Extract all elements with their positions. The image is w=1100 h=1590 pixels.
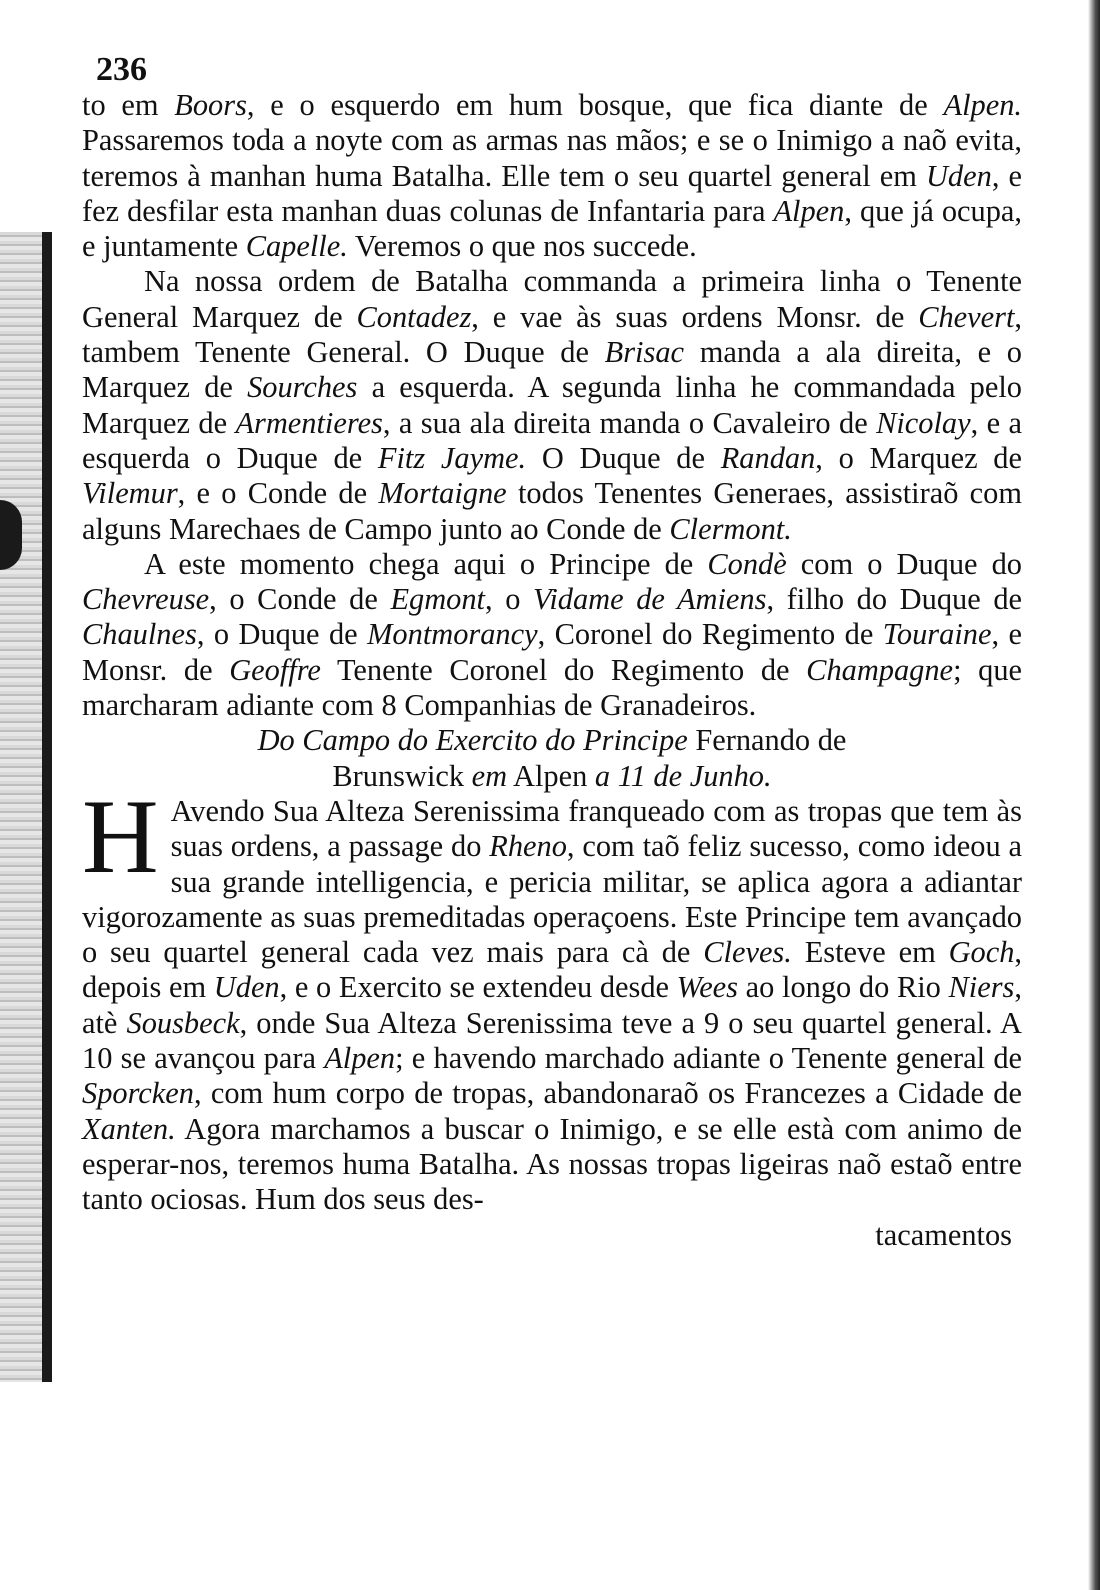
text-run: , filho do Duque de <box>766 582 1023 617</box>
paragraph-1 <box>82 88 1022 264</box>
text-run: , e vae às suas ordens Monsr. de <box>471 299 919 334</box>
drop-cap-letter: H <box>82 777 159 895</box>
paragraph-2 <box>82 264 1022 546</box>
italic-text-run: Sporcken <box>82 1076 194 1111</box>
text-run: a esquerda. A segunda linha he commandada pelo Marquez de <box>82 370 1022 440</box>
italic-text-run: Uden <box>213 970 280 1005</box>
final-paragraph <box>82 777 1023 1218</box>
italic-text-run: Do Campo do Exercito do Principe <box>257 723 688 758</box>
text-run: Na nossa ordem de Batalha commanda a primeira linha o Tenente General Marquez de <box>82 264 1022 334</box>
dateline-line-1 <box>82 723 1022 758</box>
text-run: to em <box>82 88 175 122</box>
text-run: , o Conde de <box>209 582 391 617</box>
italic-text-run: Champagne <box>806 652 954 687</box>
italic-text-run: Wees <box>676 970 739 1005</box>
italic-text-run: Randan <box>720 440 816 475</box>
italic-text-run: Alpen. <box>943 88 1022 122</box>
italic-text-run: Chaulnes <box>82 617 197 652</box>
text-run: manda a ala direita, e o Marquez de <box>82 335 1022 405</box>
text-run: Avendo Sua Alteza Serenissima franqueado com as tropas que tem às suas ordens, a passage do <box>170 793 1022 864</box>
scan-right-edge <box>1088 0 1100 1590</box>
italic-text-run: Chevreuse <box>82 582 210 617</box>
text-run: , com hum corpo de tropas, abandonaraõ os Francezes a Cidade de <box>193 1076 1022 1111</box>
italic-text-run: Contadez <box>356 299 472 334</box>
italic-text-run: Egmont <box>390 582 485 617</box>
text-run: , e Monsr. de <box>82 617 1022 687</box>
italic-text-run: Geoffre <box>229 652 321 687</box>
italic-text-run: Vidame de Amiens <box>533 582 767 617</box>
text-run: , e o esquerdo em hum bosque, que fica diante de <box>246 88 944 122</box>
document-page <box>82 52 1022 1253</box>
italic-text-run: Chevert <box>918 299 1015 334</box>
text-run: , tambem Tenente General. O Duque de <box>82 299 1022 370</box>
italic-text-run: Alpen <box>324 1041 396 1076</box>
italic-text-run: Touraine <box>882 617 992 652</box>
italic-text-run: em <box>471 758 508 793</box>
text-run: , o Duque de <box>196 617 368 652</box>
text-run: Alpen <box>507 758 595 793</box>
text-run: , a sua ala direita manda o Cavaleiro de <box>382 405 877 440</box>
catchword: tacamentos <box>875 1217 1012 1252</box>
scan-ink-blot <box>0 500 22 570</box>
italic-text-run: Alpen <box>773 193 845 228</box>
text-run: ao longo do Rio <box>738 970 949 1005</box>
text-run: A este momento chega aqui o Principe de <box>144 546 708 581</box>
text-run: Tenente Coronel do Regimento de <box>320 652 807 687</box>
italic-text-run: Nicolay <box>876 405 971 440</box>
text-run: , que já ocupa, e juntamente <box>82 193 1022 264</box>
italic-text-run: Condè <box>707 546 787 581</box>
italic-text-run: a 11 de Junho. <box>594 758 772 793</box>
text-run: , onde Sua Alteza Serenissima teve a 9 o seu quartel general. A 10 se avançou para <box>82 1005 1022 1076</box>
text-run: , e o Conde de <box>177 476 379 511</box>
text-run: , o Marquez de <box>815 440 1022 475</box>
text-run: com o Duque do <box>786 546 1022 581</box>
dateline-line-2 <box>82 759 1022 794</box>
italic-text-run: Niers <box>948 970 1015 1005</box>
text-run: , e o Exercito se extendeu desde <box>279 970 677 1005</box>
text-run: Fernando de <box>687 723 847 758</box>
italic-text-run: Mortaigne <box>378 476 507 511</box>
italic-text-run: Cleves. <box>703 935 792 970</box>
italic-text-run: Brisac <box>604 335 685 370</box>
italic-text-run: Montmorancy <box>367 617 538 652</box>
text-run: Passaremos toda a noyte com as armas nas mãos; e se o Inimigo a naõ evita, teremos à manhan huma Batalha. Elle tem o seu quartel general em <box>82 123 1022 193</box>
text-run: ; e havendo marchado adiante o Tenente general de <box>395 1041 1023 1076</box>
italic-text-run: Armentieres <box>235 405 383 440</box>
italic-text-run: Xanten. <box>82 1111 176 1146</box>
scan-left-margin-shadow <box>0 232 52 1382</box>
text-run: , e a esquerda o Duque de <box>82 405 1022 475</box>
text-run: Brunswick <box>332 758 472 793</box>
italic-text-run: Capelle. <box>245 229 348 264</box>
italic-text-run: Sourches <box>247 370 358 405</box>
text-run: , atè <box>82 970 1022 1040</box>
italic-text-run: Goch <box>948 935 1015 970</box>
text-run: , com taõ feliz sucesso, como ideou a sua grande intelligencia, e pericia militar, se aplica agora a adiantar vigorozamente as suas premeditadas operaçoens. Este Principe tem avançado o seu quartel general cada vez mais para cà de <box>82 829 1022 970</box>
italic-text-run: Uden <box>925 158 992 193</box>
page-number: 236 <box>96 51 147 88</box>
text-run: Veremos o que nos succede. <box>347 229 697 264</box>
text-run: O Duque de <box>526 440 721 475</box>
italic-text-run: Fitz Jayme. <box>377 440 527 475</box>
text-run: , e fez desfilar esta manhan duas colunas de Infantaria para <box>82 158 1022 228</box>
italic-text-run: Clermont. <box>669 511 792 546</box>
text-run: , Coronel do Regimento de <box>537 617 883 652</box>
italic-text-run: Boors <box>174 88 247 122</box>
text-run: , depois em <box>82 935 1022 1005</box>
text-run: Agora marchamos a buscar o Inimigo, e se elle està com animo de esperar-nos, teremos huma Batalha. As nossas tropas ligeiras naõ estaõ entre tanto ociosas. Hum dos seus des- <box>82 1111 1022 1217</box>
italic-text-run: Rheno <box>489 829 567 864</box>
text-run: , o <box>485 582 534 617</box>
italic-text-run: Vilemur <box>82 476 178 511</box>
text-run: todos Tenentes Generaes, assistiraõ com alguns Marechaes de Campo junto ao Conde de <box>82 476 1022 546</box>
paragraph-3 <box>82 547 1022 723</box>
text-run: Esteve em <box>791 935 949 970</box>
text-run: ; que marcharam adiante com 8 Companhias de Granadeiros. <box>82 652 1023 723</box>
italic-text-run: Sousbeck <box>126 1005 240 1040</box>
